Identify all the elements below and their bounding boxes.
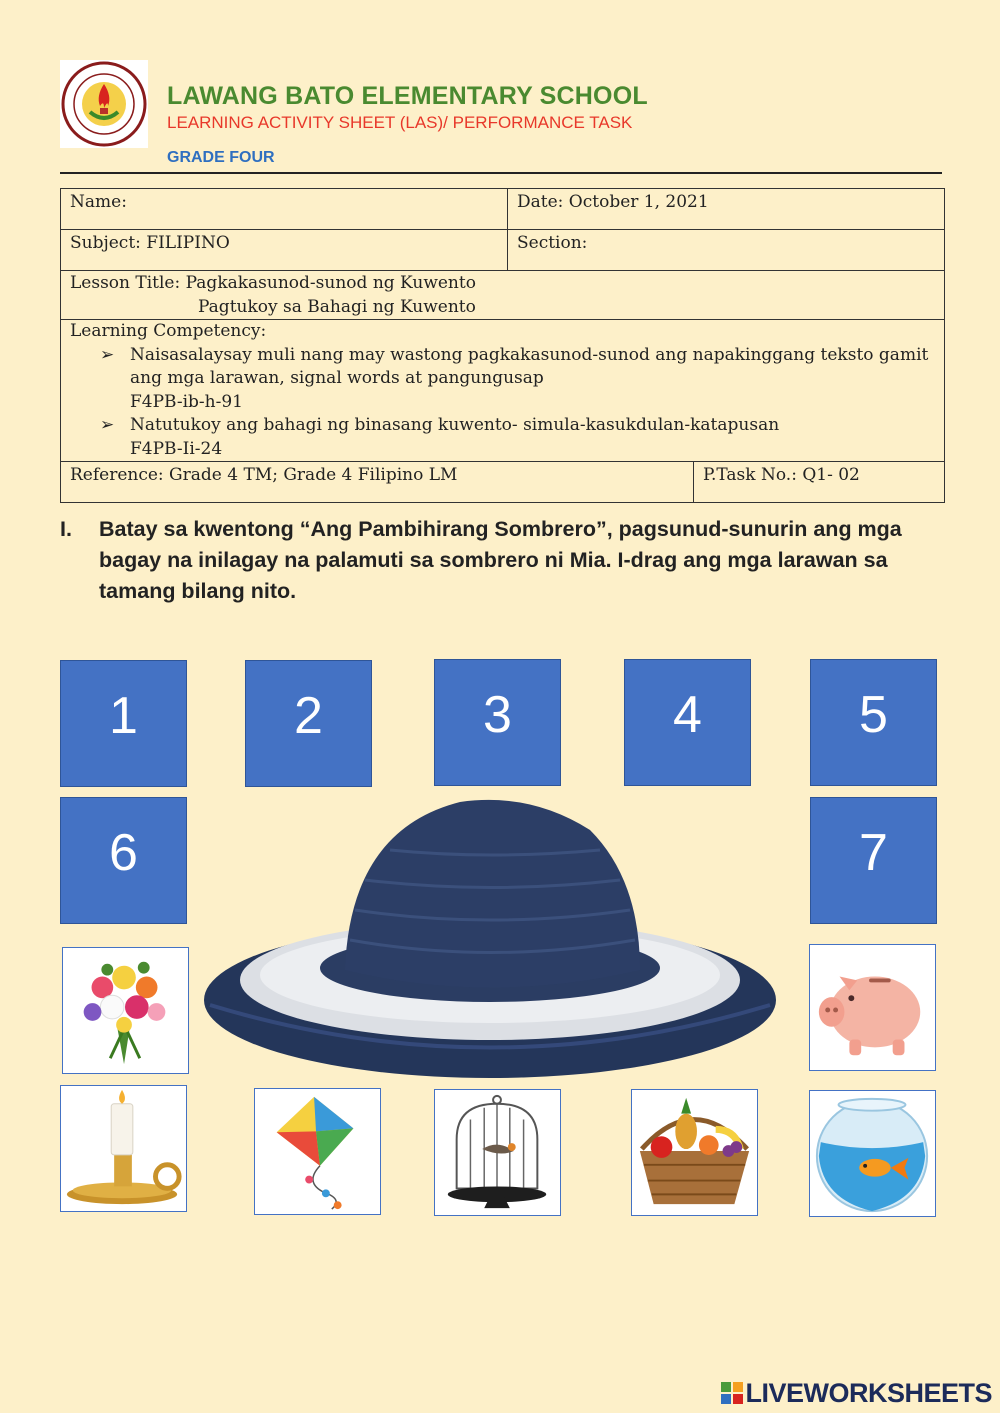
school-logo xyxy=(60,60,148,148)
instruction-number: I. xyxy=(60,517,72,541)
liveworksheets-logo-icon xyxy=(721,1380,743,1402)
drop-box-6[interactable]: 6 xyxy=(60,797,187,924)
arrow-bullet-icon: ➢ xyxy=(100,415,115,435)
sombrero-hat-image xyxy=(200,790,780,1080)
section-cell: Section: xyxy=(508,230,945,271)
competency-cell xyxy=(61,320,945,462)
lesson-title-cell xyxy=(61,271,945,320)
birdcage-picture[interactable] xyxy=(434,1089,561,1216)
task-no-cell: P.Task No.: Q1- 02 xyxy=(694,462,945,503)
competency-item: ➢ Naisasalaysay muli nang may wastong pagkakasunod-sunod ang napakinggang teksto gamit ang mga larawan, signal words at pangungusap F4PB-ib-h-91 xyxy=(100,344,929,412)
name-cell: Name: xyxy=(61,189,508,230)
fishbowl-icon xyxy=(810,1091,935,1216)
header-divider xyxy=(60,172,942,174)
grade-level: GRADE FOUR xyxy=(167,149,275,166)
brand-text: LIVEWORKSHEETS xyxy=(745,1378,992,1408)
info-table xyxy=(60,188,945,503)
piggy-bank-icon xyxy=(810,945,935,1070)
kite-icon xyxy=(255,1089,380,1214)
lesson-title-line2: Pagtukoy sa Bahagi ng Kuwento xyxy=(198,297,476,317)
instruction-text: Batay sa kwentong “Ang Pambihirang Sombrero”, pagsunud-sunurin ang mga bagay na inilagay na palamuti sa sombrero ni Mia. I-drag ang mga larawan sa tamang bilang nito. xyxy=(99,517,902,603)
school-name: LAWANG BATO ELEMENTARY SCHOOL xyxy=(167,82,648,110)
fruit-basket-icon xyxy=(632,1090,757,1215)
drop-box-2[interactable]: 2 xyxy=(245,660,372,787)
liveworksheets-brand xyxy=(721,1378,992,1409)
arrow-bullet-icon: ➢ xyxy=(100,344,115,365)
fruit-basket-picture[interactable] xyxy=(631,1089,758,1216)
competency-item: ➢ Natutukoy ang bahagi ng binasang kuwento- simula-kasukdulan-katapusan F4PB-Ii-24 xyxy=(100,415,780,459)
birdcage-icon xyxy=(435,1090,560,1215)
flowers-icon xyxy=(63,948,188,1073)
reference-cell: Reference: Grade 4 TM; Grade 4 Filipino LM xyxy=(61,462,694,503)
drop-box-1[interactable]: 1 xyxy=(60,660,187,787)
drop-box-5[interactable]: 5 xyxy=(810,659,937,786)
date-cell: Date: October 1, 2021 xyxy=(508,189,945,230)
instruction xyxy=(60,514,960,607)
fishbowl-picture[interactable] xyxy=(809,1090,936,1217)
subject-cell: Subject: FILIPINO xyxy=(61,230,508,271)
candle-picture[interactable] xyxy=(60,1085,187,1212)
competency-label: Learning Competency: xyxy=(70,321,267,341)
piggy-bank-picture[interactable] xyxy=(809,944,936,1071)
candle-icon xyxy=(61,1086,186,1211)
sheet-type: LEARNING ACTIVITY SHEET (LAS)/ PERFORMANCE TASK xyxy=(167,113,633,132)
kite-picture[interactable] xyxy=(254,1088,381,1215)
lesson-title-line1: Lesson Title: Pagkakasunod-sunod ng Kuwento xyxy=(70,273,476,293)
drop-box-7[interactable]: 7 xyxy=(810,797,937,924)
drop-box-3[interactable]: 3 xyxy=(434,659,561,786)
flowers-picture[interactable] xyxy=(62,947,189,1074)
drop-box-4[interactable]: 4 xyxy=(624,659,751,786)
